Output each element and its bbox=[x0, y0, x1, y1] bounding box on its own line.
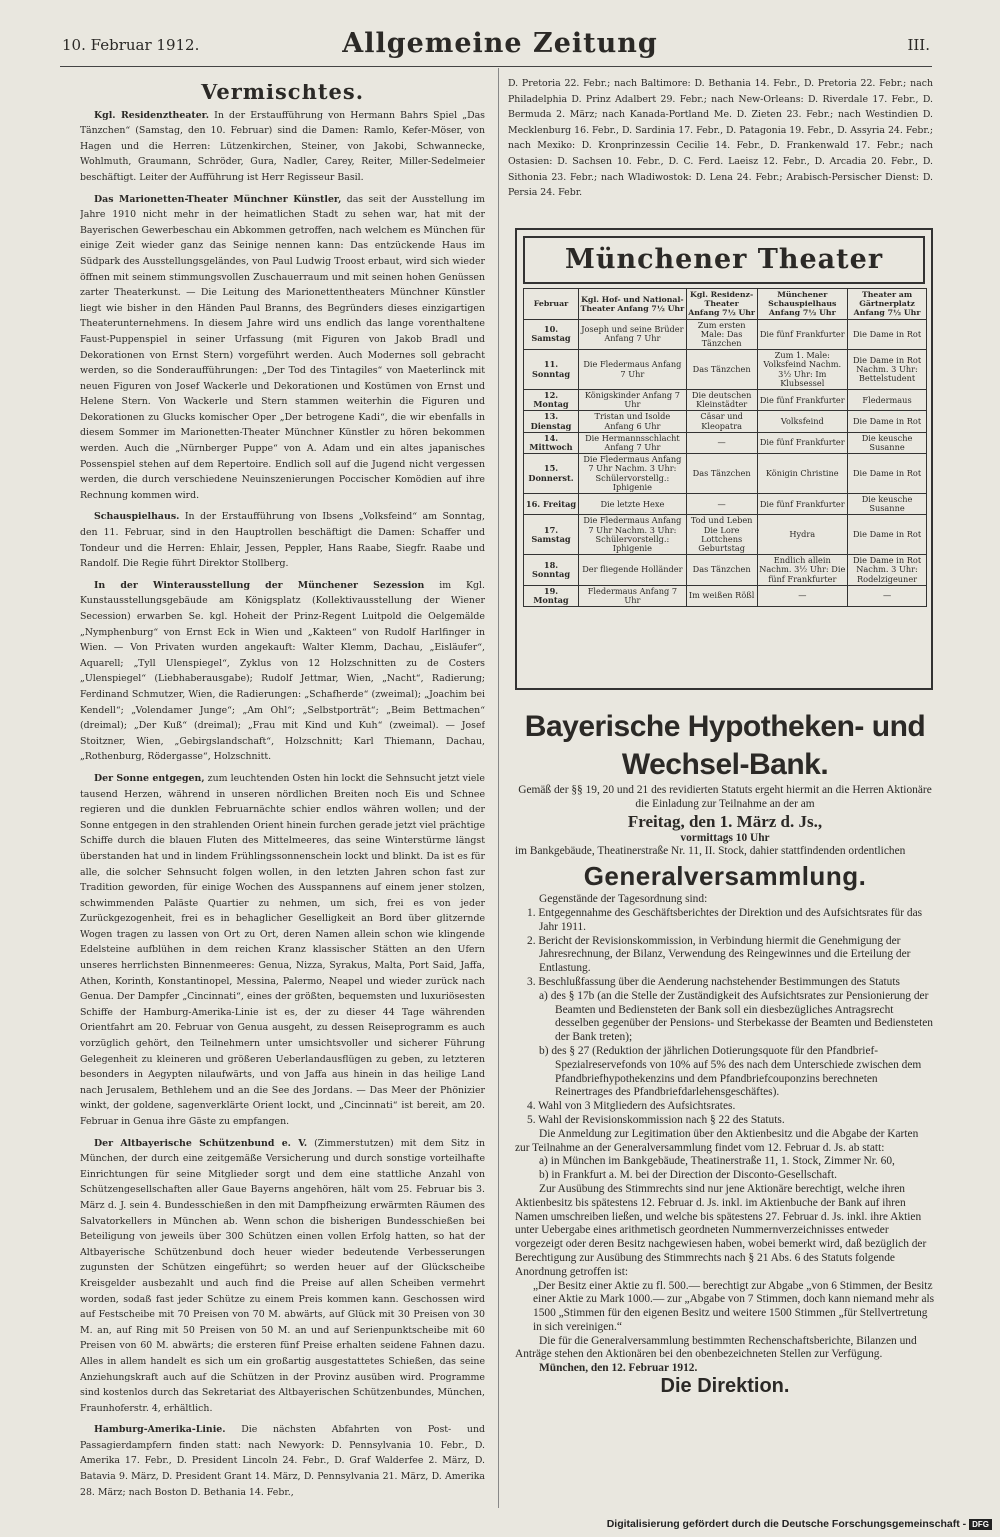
article-paragraph bbox=[80, 509, 485, 571]
program-cell: Die Fledermaus Anfang 7 Uhr Nachm. 3 Uhr: Schülervorstellg.: Iphigenie bbox=[579, 515, 687, 555]
table-header-row bbox=[524, 289, 927, 320]
article-text: das seit der Ausstellung im Jahre 1910 nicht mehr in der heimatlichen Stadt zu sehen war, hat mit der Bayerischen Gewerbeschau ein Abkommen getroffen, nach welchem es München für einige Zeit wieder ganz das Seinige nennen kann: Das entzückende Haus im Südpark des Ausstellungsgeländes, von Paul Ludwig Troost erbaut, wird sich wieder öffnen mit seinem stimmungsvollen Zuschauerraum und mit seinen hohen Genüssen zarter Theaterkunst. — Die Leitung des Marionettentheaters Münchner Künstler liegt wie bisher in den Händen Paul Branns, des Begründers dieses einzigartigen Theaterunternehmens. In diesem Jahre wird uns endlich das lange vorenthaltene Faust-Puppenspiel in seiner Urfassung (mit Figuren von Jakob Bradl und Dekorationen von Ernst Stern) vorgeführt werden. Auch Modernes soll gebracht werden, so die Sonderaufführungen: „Der Tod des Tintagiles“ von Maeterlinck mit neuen Figuren von Josef Wackerle und Dekorationen und Kostümen von Ernst und Helene Stern. Von Wackerle und Stern stammen weiterhin die Figuren und Dekorationen zu Glucks komischer Oper „Der betrogene Kadi“, die wir ebenfalls in diesem Sommer im Marionetten-Theater Münchner Künstler zu hören bekommen werden. Auch die „Nürnberger Puppe“ von A. Adam und ein altes japanisches Possenspiel stehen auf dem Repertoire. Endlich soll auf die Jugend nicht vergessen werden, die durch verschiedene Neuinszenierungen Poccischer Komödien auf ihre Rechnung kommen wird. bbox=[80, 193, 485, 501]
meeting-time: vormittags 10 Uhr bbox=[680, 831, 770, 844]
article-text: zum leuchtenden Osten hin lockt die Sehnsucht jetzt viele tausend Herzen, während in unseren nördlichen Breiten noch Eis und Schnee regieren und die dunklen Februarnächte schier endlos währen wollen; und der Sonne entgegen in den strahlenden Orient hinein furchen gerade jetzt viel prächtige Schiffe durch die blauen Fluten des Mittelmeeres, das seine Winterstürme längst überstanden hat und in lindem Frühlingssonnenschein lockt und blinkt. Da ist es für alle, die solcher Sehnsucht folgen wollen, in den letzten Jahren schon fast zur Tradition geworden, für einige Wochen des Ausspannens auf einem jener stolzen, schwimmenden Paläste Quartier zu nehmen, um sich, frei es von jeder Zurückgezogenheit, frei es in behaglicher Geselligkeit an Bord über glitzernde Wogen tragen zu lassen von Ort zu Ort, deren Namen allein schon wie klingende Edelsteine aufblühen in dem reichen Kranz klassischer Stätten an den Ufern unseres herrlichsten Binnenmeeres: Genua, Nizza, Syrakus, Malta, Port Said, Jaffa, Athen, Korinth, Konstantinopel, Messina, Palermo, Neapel und wieder zurück nach Genua. Der Dampfer „Cincinnati“, eines der größten, bequemsten und luxuriösesten Schiffe der Hamburg-Amerika-Linie ist es, der zu dieser 44 Tage währenden Orientfahrt am 20. Februar von Genua ausgeht, zu dessen Reiseprogramm es auch vorzüglich gehört, den Teilnehmern unter umsichtsvoller und sicherer Führung Gelegenheit zu kleineren und größeren Ueberlandausflügen zu geben, zu letzteren besonders in Aegypten nilaufwärts, und von Jaffa aus hinein in das heilige Land nach Jerusalem, Bethlehem und an die See des Jordans. — Das Meer der Phönizier winkt, der goldene, sagenverklärte Orient lockt, und „Cincinnati“ ist bereit, am 20. Februar in Genua ihre Gäste zu empfangen. bbox=[80, 772, 485, 1127]
article-paragraph bbox=[80, 771, 485, 1130]
day-cell: 16. Freitag bbox=[524, 494, 579, 515]
newspaper-title: Allgemeine Zeitung bbox=[342, 28, 658, 59]
agenda-item: 5. Wahl der Revisionskommission nach § 22 des Statuts. bbox=[527, 1113, 785, 1126]
meeting-place: im Bankgebäude, Theatinerstraße Nr. 11, II. Stock, dahier stattfindenden ordentlichen bbox=[515, 845, 906, 858]
column-header: Februar bbox=[524, 289, 579, 320]
program-cell: Die Fledermaus Anfang 7 Uhr bbox=[579, 350, 687, 390]
column-header: Kgl. Residenz-Theater Anfang 7½ Uhr bbox=[688, 290, 756, 318]
day-cell: 19. Montag bbox=[524, 585, 579, 606]
documents-note: Die für die Generalversammlung bestimmten Rechenschaftsberichte, Bilanzen und Anträge stehen den Aktionären bei den obenbezeichneten Stellen zur Verfügung. bbox=[515, 1334, 917, 1361]
table-row bbox=[524, 555, 927, 586]
program-cell: Die Dame in Rot bbox=[848, 411, 927, 432]
bank-intro: Gemäß der §§ 19, 20 und 21 des revidierten Statuts ergeht hiermit an die Herren Aktionäre die Einladung zur Teilnahme an der am bbox=[518, 784, 932, 810]
program-cell: — bbox=[848, 585, 927, 606]
table-row bbox=[524, 585, 927, 606]
program-cell: Im weißen Rößl bbox=[686, 585, 757, 606]
program-cell: Joseph und seine Brüder Anfang 7 Uhr bbox=[579, 319, 687, 350]
table-row bbox=[524, 515, 927, 555]
agenda-item: 2. Bericht der Revisionskommission, in Verbindung hiermit die Genehmigung der Jahresrechnung, der Bilanz, Verwendung des Reingewinnes und die Erteilung der Entlastung. bbox=[527, 934, 911, 975]
program-cell: Die Dame in Rot bbox=[848, 515, 927, 555]
column-header: Theater am Gärtnerplatz Anfang 7½ Uhr bbox=[848, 289, 927, 320]
program-cell: Tod und Leben Die Lore Lottchens Geburtstag bbox=[686, 515, 757, 555]
day-cell: 12. Montag bbox=[524, 390, 579, 411]
page-number: III. bbox=[907, 36, 930, 54]
column-header: Münchener Schauspielhaus Anfang 7½ Uhr bbox=[757, 289, 848, 320]
header-rule bbox=[60, 66, 932, 67]
page-header bbox=[0, 0, 1000, 60]
program-cell: Der fliegende Holländer bbox=[579, 555, 687, 586]
location-a: a) in München im Bankgebäude, Theatinerstraße 11, 1. Stock, Zimmer Nr. 60, bbox=[539, 1155, 895, 1168]
article-lead: Der Altbayerische Schützenbund e. V. bbox=[94, 1137, 308, 1149]
bank-announcement bbox=[515, 708, 935, 1398]
article-text: Die nächsten Abfahrten von Post- und Passagierdampfern finden statt: nach Newyork: D. Pennsylvania 10. Febr., D. Amerika 17. Febr., D. President Lincoln 24. Febr., D. Graf Walderfee 2. März, D. Batavia 9. März, D. President Grant 14. März, D. Pennsylvania 21. März, D. Amerika 28. März; nach Boston D. Bethania 14. Febr., bbox=[80, 1424, 485, 1498]
program-cell: Fledermaus bbox=[848, 390, 927, 411]
program-cell: Fledermaus Anfang 7 Uhr bbox=[579, 585, 687, 606]
agenda-intro: Gegenstände der Tagesordnung sind: bbox=[539, 893, 708, 906]
agenda-item: 4. Wahl von 3 Mitgliedern des Aufsichtsrates. bbox=[527, 1100, 736, 1113]
table-row bbox=[524, 319, 927, 350]
statute-quote: „Der Besitz einer Aktie zu fl. 500.— berechtigt zur Abgabe „von 6 Stimmen, der Besitz einer Aktie zu Mark 1000.— zur „Abgabe von 7 Stimmen, doch kann niemand mehr als 1500 „Stimmen für den eigenen Besitz und weitere 1500 Stimmen „für Stellvertretung in sich vereinigen.“ bbox=[533, 1279, 935, 1333]
program-cell: Die Fledermaus Anfang 7 Uhr Nachm. 3 Uhr: Schülervorstellg.: Iphigenie bbox=[579, 454, 687, 494]
section-heading: Vermischtes. bbox=[200, 84, 365, 104]
table-row bbox=[524, 350, 927, 390]
table-row bbox=[524, 411, 927, 432]
day-cell: 15. Donnerst. bbox=[524, 454, 579, 494]
article-lead: Der Sonne entgegen, bbox=[94, 772, 205, 784]
program-cell: Die Hermannsschlacht Anfang 7 Uhr bbox=[579, 432, 687, 453]
program-cell: Hydra bbox=[757, 515, 848, 555]
agenda-subitem: a) des § 17b (an die Stelle der Zuständigkeit des Aufsichtsrates zur Pensionierung der Beamten und Bediensteten der Bank soll ein diesbezügliches Antragsrecht desselben gegenüber der Pensions- und Sterbekasse der Beamten und Bediensteten der Bank treten); bbox=[539, 989, 933, 1044]
program-cell: Die keusche Susanne bbox=[848, 494, 927, 515]
article-lead: Das Marionetten-Theater Münchner Künstler, bbox=[94, 193, 342, 205]
article-lead: In der Winterausstellung der Münchener Sezession bbox=[94, 579, 425, 591]
article-lead: Hamburg-Amerika-Linie. bbox=[94, 1424, 226, 1436]
program-cell: Die letzte Hexe bbox=[579, 494, 687, 515]
program-cell: Die deutschen Kleinstädter bbox=[686, 390, 757, 411]
program-cell: Die fünf Frankfurter bbox=[757, 494, 848, 515]
location-b: b) in Frankfurt a. M. bei der Direction der Disconto-Gesellschaft. bbox=[539, 1169, 837, 1182]
table-row bbox=[524, 432, 927, 453]
registration-text: Die Anmeldung zur Legitimation über den Aktienbesitz und die Abgabe der Karten zur Teilnahme an der Generalversammlung findet vom 12. Februar d. Js. ab statt: bbox=[515, 1127, 919, 1154]
program-cell: Die keusche Susanne bbox=[848, 432, 927, 453]
article-text: im Kgl. Kunstausstellungsgebäude am Königsplatz (Kollektivausstellung der Wiener Secession) erwarben Se. kgl. Hoheit der Prinz-Regent Luitpold die Oelgemälde „Nymphenburg“ von Ernst Eck in Wien und „Kakteen“ von Rudolf Harlfinger in Wien. — Von Privaten wurden angekauft: Walter Klemm, Dachau, „Eisläufer“, Aquarell; „Tyll Ulenspiegel“, Zyklus von 12 Holzschnitten zu de Costers „Ulenspiegel“ (Liebhaberausgabe); Rudolf Jettmar, Wien, „Nacht“, Radierung; Ferdinand Schmutzer, Wien, die Radierungen: „Schafherde“ (zweimal); „Joachim bei Kendell“; „Volendamer Junge“; „Am Ohl“; „Selbstporträt“; „Beim Bettmachen“ (dreimal); „Der Kuß“ (dreimal); „Frau mit Kind und Kuh“ (zweimal). — Josef Stoitzner, Wien, „Gebirgslandschaft“, Holzschnitt; Karl Thiemann, Dachau, „Rothenburg, Rödergasse“, Holzschnitt. bbox=[80, 579, 485, 763]
program-cell: Zum ersten Male: Das Tänzchen bbox=[686, 319, 757, 350]
bank-name: Bayerische Hypotheken- und Wechsel-Bank. bbox=[524, 710, 926, 781]
program-cell: Das Tänzchen bbox=[686, 350, 757, 390]
column-divider bbox=[498, 68, 499, 1508]
program-cell: Das Tänzchen bbox=[686, 555, 757, 586]
left-column bbox=[80, 84, 485, 1504]
signature: Die Direktion. bbox=[660, 1375, 790, 1398]
city-date: München, den 12. Februar 1912. bbox=[539, 1362, 698, 1375]
program-cell: — bbox=[686, 432, 757, 453]
theater-schedule-box bbox=[515, 228, 933, 690]
article-paragraph bbox=[80, 192, 485, 504]
program-cell: Das Tänzchen bbox=[686, 454, 757, 494]
program-cell: — bbox=[757, 585, 848, 606]
article-paragraph bbox=[80, 1136, 485, 1417]
day-cell: 13. Dienstag bbox=[524, 411, 579, 432]
article-paragraph bbox=[80, 1422, 485, 1500]
column-header: Kgl. Hof- und National-Theater Anfang 7½ Uhr bbox=[579, 289, 687, 320]
table-row bbox=[524, 494, 927, 515]
agenda-subitem: b) des § 27 (Reduktion der jährlichen Dotierungsquote für den Pfandbrief-Spezialreservefonds von 10% auf 5% des nach dem Unterschiede zwischen dem Pfandbriefhypothekenzins und dem Pfandbriefcouponzins berechneten Reinertrages des Pfandbriefdarlehensgeschäftes). bbox=[539, 1044, 922, 1099]
program-cell: Königin Christine bbox=[757, 454, 848, 494]
program-cell: Die fünf Frankfurter bbox=[757, 432, 848, 453]
program-cell: — bbox=[686, 494, 757, 515]
assembly-heading: Generalversammlung. bbox=[583, 861, 867, 892]
day-cell: 10. Samstag bbox=[524, 319, 579, 350]
article-text: (Zimmerstutzen) mit dem Sitz in München, der durch eine zeitgemäße Versicherung und durch sonstige vorteilhafte Einrichtungen für seine Mitglieder sorgt und dem eine stattliche Anzahl von Schützengesellschaften aller Gaue Bayerns angehören, hält vom 25. Februar bis 3. März d. J. sein 4. Bundesschießen in den mit Dampfheizung erwärmten Räumen des Salvatorkellers in München ab. Wenn schon die bisherigen Bundesschießen bei Beteiligung von jeweils über 300 Schützen einen vollen Erfolg hatten, so hat der Altbayerische Schützenbund doch heuer wieder bedeutende Verbesserungen zugunsten der Schützen eingeführt; so werden heuer auf der Glückscheibe Kreisgelder ausbezahlt und auch find die Preise auf allen Scheiben vermehrt worden, sodaß fast jeder Schütze zu einem Preis kommen kann. Geschossen wird auf Festscheibe mit 70 Preisen von 70 M. abwärts, auf Glück mit 30 Preisen von 30 M. an, auf Ring mit 50 Preisen von 50 M. an und auf Serienpunktscheibe mit 60 Preisen von 60 M. abwärts; die ersteren fünf Preise erhalten seidene Fahnen dazu. Alles in allem handelt es sich um ein großartig ausgestattetes Schießen, das seine Anziehungskraft auch auf die Schützen in der Provinz ausüben wird. Programme sind kostenlos durch das Sekretariat des Altbayerischen Schützenbundes, München, Fraunhoferstr. 4, erhältlich. bbox=[80, 1137, 485, 1414]
issue-date: 10. Februar 1912. bbox=[62, 36, 200, 54]
program-cell: Volksfeind bbox=[757, 411, 848, 432]
table-row bbox=[524, 454, 927, 494]
digitization-footer bbox=[607, 1518, 992, 1530]
article-lead: Schauspielhaus. bbox=[94, 511, 180, 523]
shipping-text: D. Pretoria 22. Febr.; nach Baltimore: D. Bethania 14. Febr., D. Pretoria 22. Febr.; nach Philadelphia D. Prinz Adalbert 29. Febr.; nach New-Orleans: D. Riverdale 17. Febr., D. Bermuda 2. März; nach Kanada-Portland Me. D. Zieten 23. Febr.; nach Westindien D. Mecklenburg 16. Febr., D. Sardinia 17. Febr., D. Patagonia 19. Febr., D. Assyria 24. Febr.; nach Mexiko: D. Kronprinzessin Cecilie 14. Febr., D. Frankenwald 17. Febr.; nach Ostasien: D. Sachsen 10. Febr., D. C. Ferd. Laeisz 12. Febr., D. Arcadia 20. Febr., D. Sithonia 23. Febr.; nach Wladiwostok: D. Lena 24. Febr.; Arabisch-Persischer Dienst: D. Persia 24. Febr. bbox=[508, 78, 933, 199]
footer-text: Digitalisierung gefördert durch die Deutsche Forschungsgemeinschaft - bbox=[606, 1518, 967, 1530]
program-cell: Cäsar und Kleopatra bbox=[686, 411, 757, 432]
theater-table-body bbox=[524, 319, 927, 607]
shipping-schedule-continued bbox=[508, 76, 933, 216]
program-cell: Tristan und Isolde Anfang 6 Uhr bbox=[579, 411, 687, 432]
program-cell: Königskinder Anfang 7 Uhr bbox=[579, 390, 687, 411]
dfg-logo: DFG bbox=[969, 1519, 992, 1530]
program-cell: Die Dame in Rot bbox=[848, 454, 927, 494]
day-cell: 11. Sonntag bbox=[524, 350, 579, 390]
article-lead: Kgl. Residenztheater. bbox=[94, 109, 210, 121]
meeting-date: Freitag, den 1. März d. Js., bbox=[627, 811, 823, 831]
agenda-item: 3. Beschlußfassung über die Aenderung nachstehender Bestimmungen des Statuts bbox=[527, 975, 900, 988]
voting-rules: Zur Ausübung des Stimmrechts sind nur jene Aktionäre berechtigt, welche ihren Aktienbesitz bis spätestens 12. Februar d. Js. inkl. im Aktienbuche der Bank auf ihren Namen umschreiben ließen, und welche bis spätestens 27. Februar d. Js. inkl. ihre Aktien unter Uebergabe eines arithmetisch geordneten Nummernverzeichnisses entweder vorgezeigt oder deren Besitz nachgewiesen haben, wobei bemerkt wird, daß bezüglich der Berechtigung zur Ausübung des Stimmrechts nach § 21 Abs. 6 des Statuts folgende Anordnung getroffen ist: bbox=[515, 1182, 927, 1278]
program-cell: Die Dame in Rot Nachm. 3 Uhr: Bettelstudent bbox=[848, 350, 927, 390]
program-cell: Endlich allein Nachm. 3½ Uhr: Die fünf Frankfurter bbox=[757, 555, 848, 586]
table-row bbox=[524, 390, 927, 411]
program-cell: Zum 1. Male: Volksfeind Nachm. 3½ Uhr: Im Klubsessel bbox=[757, 350, 848, 390]
day-cell: 14. Mittwoch bbox=[524, 432, 579, 453]
program-cell: Die fünf Frankfurter bbox=[757, 319, 848, 350]
day-cell: 17. Samstag bbox=[524, 515, 579, 555]
article-paragraph bbox=[80, 578, 485, 765]
theater-title: Münchener Theater bbox=[523, 236, 925, 284]
program-cell: Die Dame in Rot bbox=[848, 319, 927, 350]
article-paragraph bbox=[80, 108, 485, 186]
agenda-item: 1. Entgegennahme des Geschäftsberichtes der Direktion und des Aufsichtsrates für das Jahr 1911. bbox=[527, 906, 923, 933]
program-cell: Die fünf Frankfurter bbox=[757, 390, 848, 411]
article-text: In der Erstaufführung von Ibsens „Volksfeind“ am Sonntag, den 11. Februar, sind in den Hauptrollen beschäftigt die Damen: Schaffer und Tondeur und die Herren: Ehlair, Jessen, Peppler, Hans Raabe, Siegfr. Raabe und Randolf. Die Regie führt Direktor Stollberg. bbox=[80, 511, 485, 570]
program-cell: Die Dame in Rot Nachm. 3 Uhr: Rodelzigeuner bbox=[848, 555, 927, 586]
day-cell: 18. Sonntag bbox=[524, 555, 579, 586]
theater-table bbox=[523, 288, 927, 607]
article-text: In der Erstaufführung von Hermann Bahrs Spiel „Das Tänzchen“ (Samstag, den 10. Februar) sind die Damen: Ramlo, Kefer-Möser, von Hagen und die Herren: Lützenkirchen, Steiner, von Jakobi, Schwannecke, Wohlmuth, Graumann, Schröder, Gura, Nadler, Carey, Reiter, Miller-Sedelmeier beschäftigt. Leiter der Aufführung ist Herr Regisseur Basil. bbox=[80, 109, 485, 183]
